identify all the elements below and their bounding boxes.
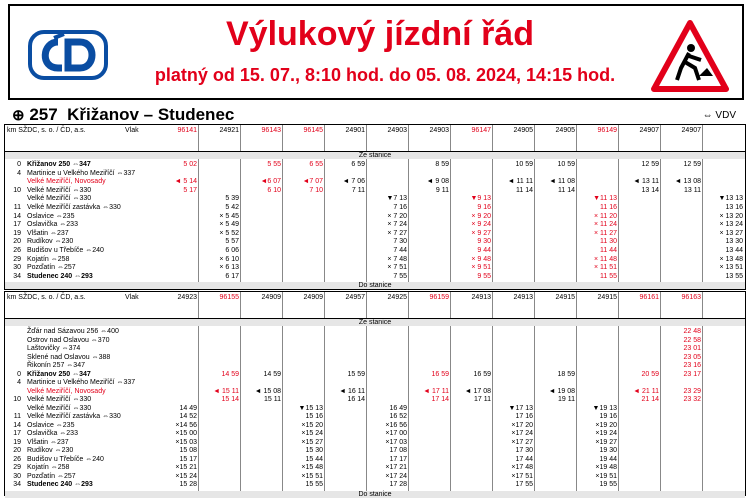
carrier-label: km SŽDC, s. o. / ČD, a.s. (7, 294, 86, 301)
departure-time: 15 59 (347, 370, 365, 378)
departure-time: 7 16 (393, 204, 407, 211)
departure-time: 6 55 (309, 161, 323, 168)
departure-time: × 9 27 (471, 229, 491, 237)
validity-subtitle: platný od 15. 07., 8:10 hod. do 05. 08. 2024, 14:15 hod. (154, 65, 616, 85)
departure-time: ◄ 13 08 (674, 178, 701, 186)
departure-time: 11 16 (600, 204, 617, 211)
departure-time: 13 30 (725, 238, 743, 246)
departure-time: ◄ 11 11 (507, 178, 533, 186)
station-name: Velké Meziříčí ⇔330 (27, 195, 92, 203)
departure-time: 13 14 (641, 186, 659, 194)
station-km: 29 (13, 255, 21, 263)
departure-time: × 13 24 (719, 221, 743, 229)
departure-time: 10 59 (557, 161, 575, 168)
departure-time: 6 59 (351, 161, 365, 168)
station-name: Velké Meziříčí zastávka ⇔330 (27, 204, 121, 211)
departure-time: × 13 51 (719, 264, 743, 272)
station-name: Studenec 240 ⇔293 (27, 272, 93, 280)
departure-time: ×15 00 (175, 430, 197, 437)
departure-time: ◄ 17 11 (423, 387, 449, 395)
departure-time: 14 52 (179, 413, 197, 420)
departure-time: ×16 56 (385, 421, 407, 429)
departure-time: 9 44 (477, 247, 491, 254)
train-number: 24915 (555, 294, 575, 301)
train-number: 24957 (345, 294, 365, 301)
departure-time: 23 29 (683, 387, 701, 395)
departure-time: × 6 13 (219, 264, 239, 272)
departure-time: 14 59 (221, 370, 239, 378)
station-name: Vlšatin ⇔237 (27, 438, 69, 446)
departure-time: × 9 48 (471, 255, 491, 263)
departure-time: 6 17 (225, 272, 239, 280)
train-number: 24913 (513, 294, 533, 301)
train-number: 96155 (219, 294, 239, 301)
departure-time: 5 39 (225, 195, 239, 203)
departure-time: 17 14 (431, 396, 449, 403)
departure-time: × 6 10 (219, 255, 239, 263)
route-name: Křižanov – Studenec (67, 105, 235, 124)
departure-time: ◄ 19 08 (548, 387, 575, 395)
departure-time: 9 55 (477, 272, 491, 280)
departure-time: × 9 20 (471, 212, 491, 220)
station-km: 34 (13, 272, 21, 280)
departure-time: 12 59 (641, 161, 659, 168)
departure-time: × 5 45 (219, 212, 239, 220)
station-km: 10 (13, 396, 21, 403)
departure-time: ◄ 11 08 (549, 178, 575, 186)
train-number: 96145 (303, 127, 323, 134)
departure-time: ▼9 13 (470, 195, 491, 203)
departure-time: 9 16 (477, 204, 491, 211)
departure-time: × 5 49 (219, 221, 239, 229)
station-name: Křižanov 250 ⇔347 (27, 161, 91, 168)
column-divider (492, 125, 493, 289)
departure-time: × 11 27 (593, 229, 617, 237)
departure-time: × 7 27 (387, 229, 407, 237)
departure-time: ×15 51 (301, 472, 323, 480)
station-name: Rudíkov ⇔230 (27, 238, 74, 246)
departure-time: ×15 48 (301, 464, 323, 471)
station-km: 34 (13, 481, 21, 488)
departure-time: ◄ 7 06 (342, 178, 365, 186)
departure-time: 7 30 (393, 238, 407, 246)
section-from: Ze stanice (5, 152, 745, 159)
departure-time: ×15 20 (301, 421, 323, 429)
train-number: 24925 (387, 294, 407, 301)
train-number: 96159 (429, 294, 449, 301)
departure-time: 15 08 (179, 447, 197, 454)
departure-time: 9 30 (477, 238, 491, 246)
column-divider (282, 125, 283, 289)
departure-time: × 11 20 (593, 212, 617, 220)
departure-time: 15 55 (305, 481, 323, 488)
departure-time: ◄ 16 11 (339, 387, 365, 395)
station-km: 11 (13, 204, 21, 211)
departure-time: ×19 20 (595, 421, 617, 429)
column-divider (534, 125, 535, 289)
station-km: 0 (17, 370, 21, 378)
station-name: Laštovičky ⇔374 (27, 345, 81, 352)
station-km: 20 (13, 447, 21, 454)
station-name: Velké Meziříčí ⇔330 (27, 186, 92, 194)
departure-time: ×15 24 (175, 472, 197, 480)
station-km: 26 (13, 455, 21, 463)
departure-time: 20 59 (641, 370, 659, 378)
departure-time: ◄ 15 11 (213, 387, 239, 395)
station-name: Velké Meziříčí, Novosady (27, 178, 106, 186)
station-name: Velké Meziříčí zastávka ⇔330 (27, 413, 121, 420)
departure-time: 21 14 (641, 396, 659, 403)
departure-time: ◄ 21 11 (633, 387, 659, 395)
page-title: Výlukový jízdní řád (226, 15, 534, 53)
departure-time: ×17 03 (385, 438, 407, 446)
vlak-label: Vlak (125, 127, 139, 134)
station-km: 14 (13, 421, 21, 429)
station-km: 29 (13, 464, 21, 471)
departure-time: 22 58 (683, 336, 701, 344)
departure-time: ×15 24 (301, 430, 323, 437)
departure-time: ×15 27 (301, 438, 323, 446)
train-number: 24905 (555, 127, 575, 134)
column-divider (408, 125, 409, 289)
departure-time: 16 59 (473, 370, 491, 378)
departure-time: ▼19 13 (592, 404, 617, 412)
departure-time: 5 55 (267, 161, 281, 168)
departure-time: ×15 03 (175, 438, 197, 446)
departure-time: ×17 27 (511, 438, 533, 446)
train-number: 24907 (681, 127, 701, 134)
departure-time: ×17 48 (511, 464, 533, 471)
train-number: 24915 (597, 294, 617, 301)
train-number: 96141 (177, 127, 197, 134)
train-number: 24903 (387, 127, 407, 134)
departure-time: × 11 24 (593, 221, 617, 229)
departure-time: 14 59 (263, 370, 281, 378)
departure-time: × 7 48 (387, 255, 407, 263)
departure-time: ◄7 07 (302, 178, 323, 186)
station-name: Martinice u Velkého Meziříčí ⇔337 (27, 169, 136, 177)
departure-time: × 11 51 (593, 264, 617, 272)
train-number: 24905 (513, 127, 533, 134)
departure-time: ×17 00 (385, 430, 407, 437)
departure-time: 13 55 (725, 272, 743, 280)
departure-time: 15 28 (179, 481, 197, 488)
train-number: 24913 (471, 294, 491, 301)
departure-time: ▼11 13 (593, 195, 617, 203)
departure-time: 19 11 (558, 396, 575, 403)
departure-time: × 13 48 (719, 255, 743, 263)
departure-time: 8 59 (435, 161, 449, 168)
departure-time: 13 11 (684, 186, 701, 194)
departure-time: 14 49 (179, 404, 197, 412)
departure-time: ×17 24 (511, 430, 533, 437)
departure-time: ▼13 13 (718, 195, 743, 203)
station-km: 14 (13, 212, 21, 220)
station-name: Velké Meziříčí ⇔330 (27, 396, 92, 403)
departure-time: 7 44 (393, 247, 407, 254)
departure-time: ◄ 17 08 (464, 387, 491, 395)
train-number: 96143 (261, 127, 281, 134)
departure-time: 9 11 (435, 186, 449, 194)
station-km: 17 (13, 430, 21, 437)
departure-time: ▼15 13 (298, 404, 323, 412)
station-name: Studenec 240 ⇔293 (27, 481, 93, 488)
station-km: 30 (13, 472, 21, 480)
departure-time: 12 59 (683, 161, 701, 168)
column-divider (240, 125, 241, 289)
station-name: Pozďatín ⇔257 (27, 472, 76, 480)
departure-time: ▼17 13 (508, 404, 533, 412)
column-divider (618, 125, 619, 289)
departure-time: ×17 24 (385, 472, 407, 480)
departure-time: ◄6 07 (260, 178, 281, 186)
departure-time: ▼7 13 (386, 195, 407, 203)
departure-time: 23 05 (683, 353, 701, 361)
departure-time: 11 14 (558, 186, 575, 194)
departure-time: 6 06 (225, 247, 239, 254)
departure-time: × 13 27 (719, 229, 743, 237)
departure-time: 17 55 (515, 481, 533, 488)
departure-time: 19 44 (599, 455, 617, 463)
station-name: Budišov u Třebíče ⇔240 (27, 455, 104, 463)
station-name: Rudíkov ⇔230 (27, 447, 74, 454)
departure-time: 17 16 (515, 413, 533, 420)
station-name: Kojatín ⇔258 (27, 464, 70, 471)
section-from: Ze stanice (5, 319, 745, 326)
station-km: 20 (13, 238, 21, 246)
station-name: Velké Meziříčí, Novosady (27, 387, 106, 395)
station-name: Křižanov 250 ⇔347 (27, 370, 91, 378)
departure-time: 22 48 (683, 328, 701, 335)
station-km: 0 (17, 161, 21, 168)
departure-time: 16 49 (389, 404, 407, 412)
departure-time: 17 30 (515, 447, 533, 454)
departure-time: × 7 24 (387, 221, 407, 229)
departure-time: 23 17 (683, 370, 701, 378)
departure-time: ◄ 13 11 (633, 178, 659, 186)
departure-time: 17 11 (474, 396, 491, 403)
station-km: 4 (17, 379, 21, 386)
departure-time: 15 30 (305, 447, 323, 454)
carrier-label: km SŽDC, s. o. / ČD, a.s. (7, 127, 86, 134)
station-km: 26 (13, 247, 21, 254)
departure-time: 7 55 (393, 272, 407, 280)
departure-time: 10 59 (515, 161, 533, 168)
departure-time: 11 14 (516, 186, 533, 194)
line-icon: ⊕ (12, 107, 25, 124)
departure-time: 17 44 (515, 455, 533, 463)
departure-time: 11 30 (600, 238, 617, 246)
station-name: Pozďatín ⇔257 (27, 264, 76, 272)
departure-time: ×19 24 (595, 430, 617, 437)
station-km: 10 (13, 186, 21, 194)
departure-time: 7 10 (309, 186, 323, 194)
departure-time: 11 55 (600, 272, 617, 280)
station-name: Oslavice ⇔235 (27, 421, 75, 429)
column-divider (660, 125, 661, 289)
departure-time: × 13 20 (719, 212, 743, 220)
station-km: 19 (13, 229, 21, 237)
departure-time: × 5 52 (219, 229, 239, 237)
station-km: 4 (17, 169, 21, 177)
station-name: Sklené nad Oslavou ⇔388 (27, 353, 111, 361)
station-km: 17 (13, 221, 21, 229)
station-name: Ostrov nad Oslavou ⇔370 (27, 336, 110, 344)
departure-time: 15 16 (305, 413, 323, 420)
departure-time: 11 44 (600, 247, 617, 254)
station-name: Vlšatin ⇔237 (27, 229, 69, 237)
departure-time: 23 16 (683, 362, 701, 369)
station-name: Velké Meziříčí ⇔330 (27, 404, 92, 412)
departure-time: 5 42 (225, 204, 239, 211)
departure-time: ×17 21 (385, 464, 407, 471)
station-name: Oslavička ⇔233 (27, 430, 78, 437)
route-number: 257 (29, 105, 58, 124)
vdv-label: ⇔ VDV (702, 110, 736, 121)
roadwork-sign-icon (651, 20, 729, 92)
departure-time: × 7 20 (387, 212, 407, 220)
departure-time: ×19 51 (595, 472, 617, 480)
section-to: Do stanice (5, 282, 745, 289)
train-number: 96161 (639, 294, 659, 301)
departure-time: 23 01 (683, 345, 701, 352)
train-number: 24907 (639, 127, 659, 134)
column-divider (324, 125, 325, 289)
departure-time: 17 28 (389, 481, 407, 488)
departure-time: 19 16 (599, 413, 617, 420)
station-name: Martinice u Velkého Meziříčí ⇔337 (27, 379, 136, 386)
departure-time: 19 55 (599, 481, 617, 488)
station-name: Kojatín ⇔258 (27, 255, 70, 263)
train-number: 24909 (261, 294, 281, 301)
vlak-label: Vlak (125, 294, 139, 301)
departure-time: 5 57 (225, 238, 239, 246)
station-name: Oslavička ⇔233 (27, 221, 78, 229)
departure-time: 15 17 (179, 455, 197, 463)
departure-time: ◄ 15 08 (254, 387, 281, 395)
station-name: Řikonín 257 ⇔347 (27, 362, 85, 369)
departure-time: 17 17 (389, 455, 407, 463)
departure-time: 15 14 (221, 396, 239, 403)
departure-time: 13 16 (725, 204, 743, 211)
train-number: 24921 (219, 127, 239, 134)
timetable-direction-1 (4, 124, 746, 290)
station-km: 11 (13, 413, 21, 420)
departure-time: × 9 51 (471, 264, 491, 272)
departure-time: 7 11 (351, 186, 365, 194)
departure-time: 16 52 (389, 413, 407, 420)
train-number: 24909 (303, 294, 323, 301)
departure-time: ×14 56 (175, 421, 197, 429)
departure-time: 16 14 (347, 396, 365, 403)
timetable-header (8, 4, 744, 100)
departure-time: ×15 21 (175, 464, 197, 471)
departure-time: 18 59 (557, 370, 575, 378)
cd-logo-icon (28, 30, 108, 80)
station-name: Žďár nad Sázavou 256 ⇔400 (27, 328, 119, 335)
departure-time: ×19 27 (595, 438, 617, 446)
timetable-direction-2 (4, 291, 746, 496)
departure-time: 19 30 (599, 447, 617, 454)
departure-time: ×17 20 (511, 421, 533, 429)
train-number: 24901 (345, 127, 365, 134)
departure-time: 17 08 (389, 447, 407, 454)
departure-time: ×17 51 (511, 472, 533, 480)
departure-time: 16 59 (431, 370, 449, 378)
departure-time: 15 44 (305, 455, 323, 463)
departure-time: 5 17 (183, 186, 197, 194)
departure-time: 6 10 (267, 186, 281, 194)
departure-time: 15 11 (264, 396, 281, 403)
station-name: Budišov u Třebíče ⇔240 (27, 247, 104, 254)
departure-time: ×19 48 (595, 464, 617, 471)
train-number: 96149 (597, 127, 617, 134)
train-number: 24903 (429, 127, 449, 134)
departure-time: × 7 51 (387, 264, 407, 272)
station-km: 30 (13, 264, 21, 272)
departure-time: 5 02 (183, 161, 197, 168)
station-name: Oslavice ⇔235 (27, 212, 75, 220)
departure-time: × 9 24 (471, 221, 491, 229)
train-number: 96163 (681, 294, 701, 301)
departure-time: 23 32 (683, 396, 701, 403)
departure-time: 13 44 (725, 247, 743, 254)
departure-time: × 11 48 (593, 255, 617, 263)
section-to: Do stanice (5, 491, 745, 498)
departure-time: ◄ 9 08 (426, 178, 449, 186)
train-number: 24923 (177, 294, 197, 301)
station-km: 19 (13, 438, 21, 446)
train-number: 96147 (471, 127, 491, 134)
departure-time: ◄ 5 14 (174, 178, 197, 186)
